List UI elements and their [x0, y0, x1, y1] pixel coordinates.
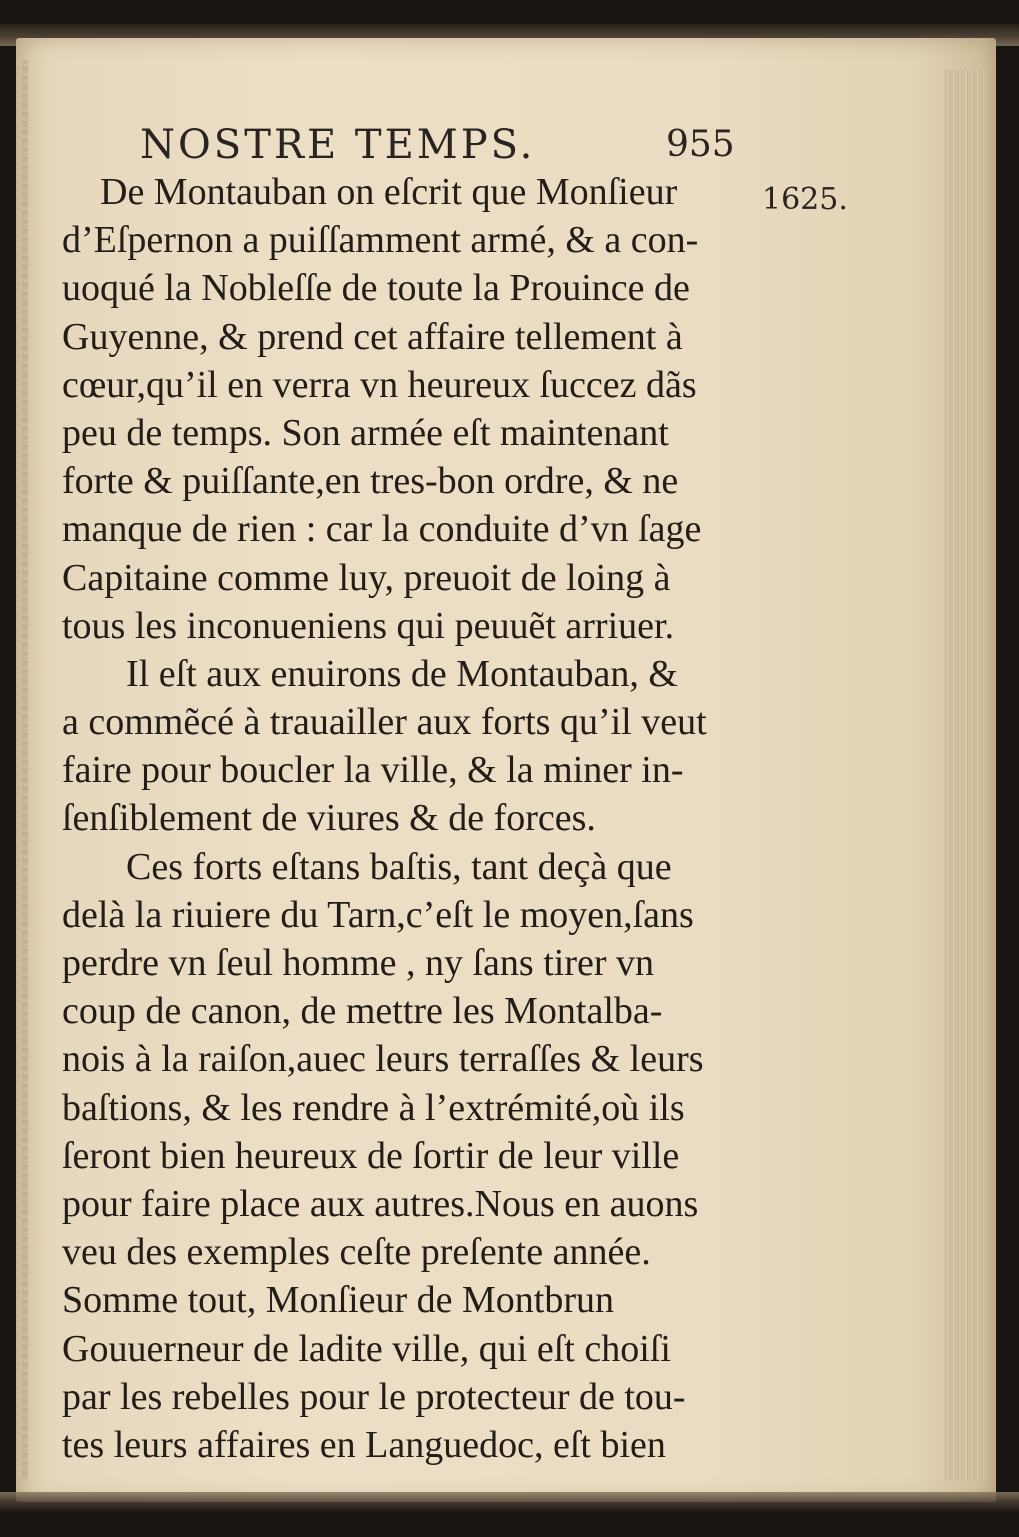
text-line: nois à la raiſon,auec leurs terraſſes & leurs	[62, 1038, 704, 1081]
text-line: manque de rien : car la conduite d’vn ſage	[62, 508, 702, 551]
text-line: ſeront bien heureux de ſortir de leur ville	[62, 1134, 680, 1177]
text-line: Il eſt aux enuirons de Montauban, &	[126, 652, 678, 695]
book-binding-bottom	[0, 1492, 1019, 1512]
margin-year-note: 1625.	[762, 182, 848, 217]
page-number: 955	[666, 124, 735, 165]
text-line: Somme tout, Monſieur de Montbrun	[62, 1279, 615, 1322]
page-edge-left	[22, 60, 28, 1480]
text-line: tes leurs affaires en Languedoc, eſt bien	[62, 1423, 666, 1466]
text-line: par les rebelles pour le protecteur de tou-	[62, 1375, 686, 1418]
text-line: faire pour boucler la ville, & la miner in-	[62, 749, 684, 792]
text-line: tous les inconueniens qui peuuẽt arriuer.	[62, 604, 675, 647]
text-line: coup de canon, de mettre les Montalba-	[62, 990, 663, 1033]
text-line: veu des exemples ceſte preſente année.	[62, 1231, 651, 1274]
page-edges-right	[944, 70, 988, 1480]
text-line: d’Eſpernon a puiſſamment armé, & a con-	[62, 219, 699, 262]
running-title: NOSTRE TEMPS.	[140, 122, 536, 168]
text-line: cœur,qu’il en verra vn heureux ſuccez dãs	[62, 363, 697, 406]
text-line: uoqué la Nobleſſe de toute la Prouince de	[62, 267, 690, 310]
text-line: delà la riuiere du Tarn,c’eſt le moyen,ſans	[62, 893, 694, 936]
text-line: pour faire place aux autres.Nous en auons	[62, 1182, 699, 1225]
text-line: Gouuerneur de ladite ville, qui eſt choiſi	[62, 1327, 671, 1370]
text-line: baſtions, & les rendre à l’extrémité,où ils	[62, 1086, 685, 1129]
text-line: a commẽcé à trauailler aux forts qu’il veut	[62, 701, 707, 744]
text-line: ſenſiblement de viures & de forces.	[62, 797, 596, 840]
text-line: De Montauban on eſcrit que Monſieur	[100, 171, 678, 213]
text-line: Capitaine comme luy, preuoit de loing à	[62, 556, 671, 599]
text-line: Guyenne, & prend cet affaire tellement à	[62, 315, 683, 358]
text-line: peu de temps. Son armée eſt maintenant	[62, 411, 669, 454]
text-line: perdre vn ſeul homme , ny ſans tirer vn	[62, 942, 655, 984]
body-text	[62, 168, 752, 1469]
text-line: Ces forts eſtans baſtis, tant deçà que	[126, 845, 672, 888]
text-line: forte & puiſſante,en tres-bon ordre, & ne	[62, 460, 679, 503]
